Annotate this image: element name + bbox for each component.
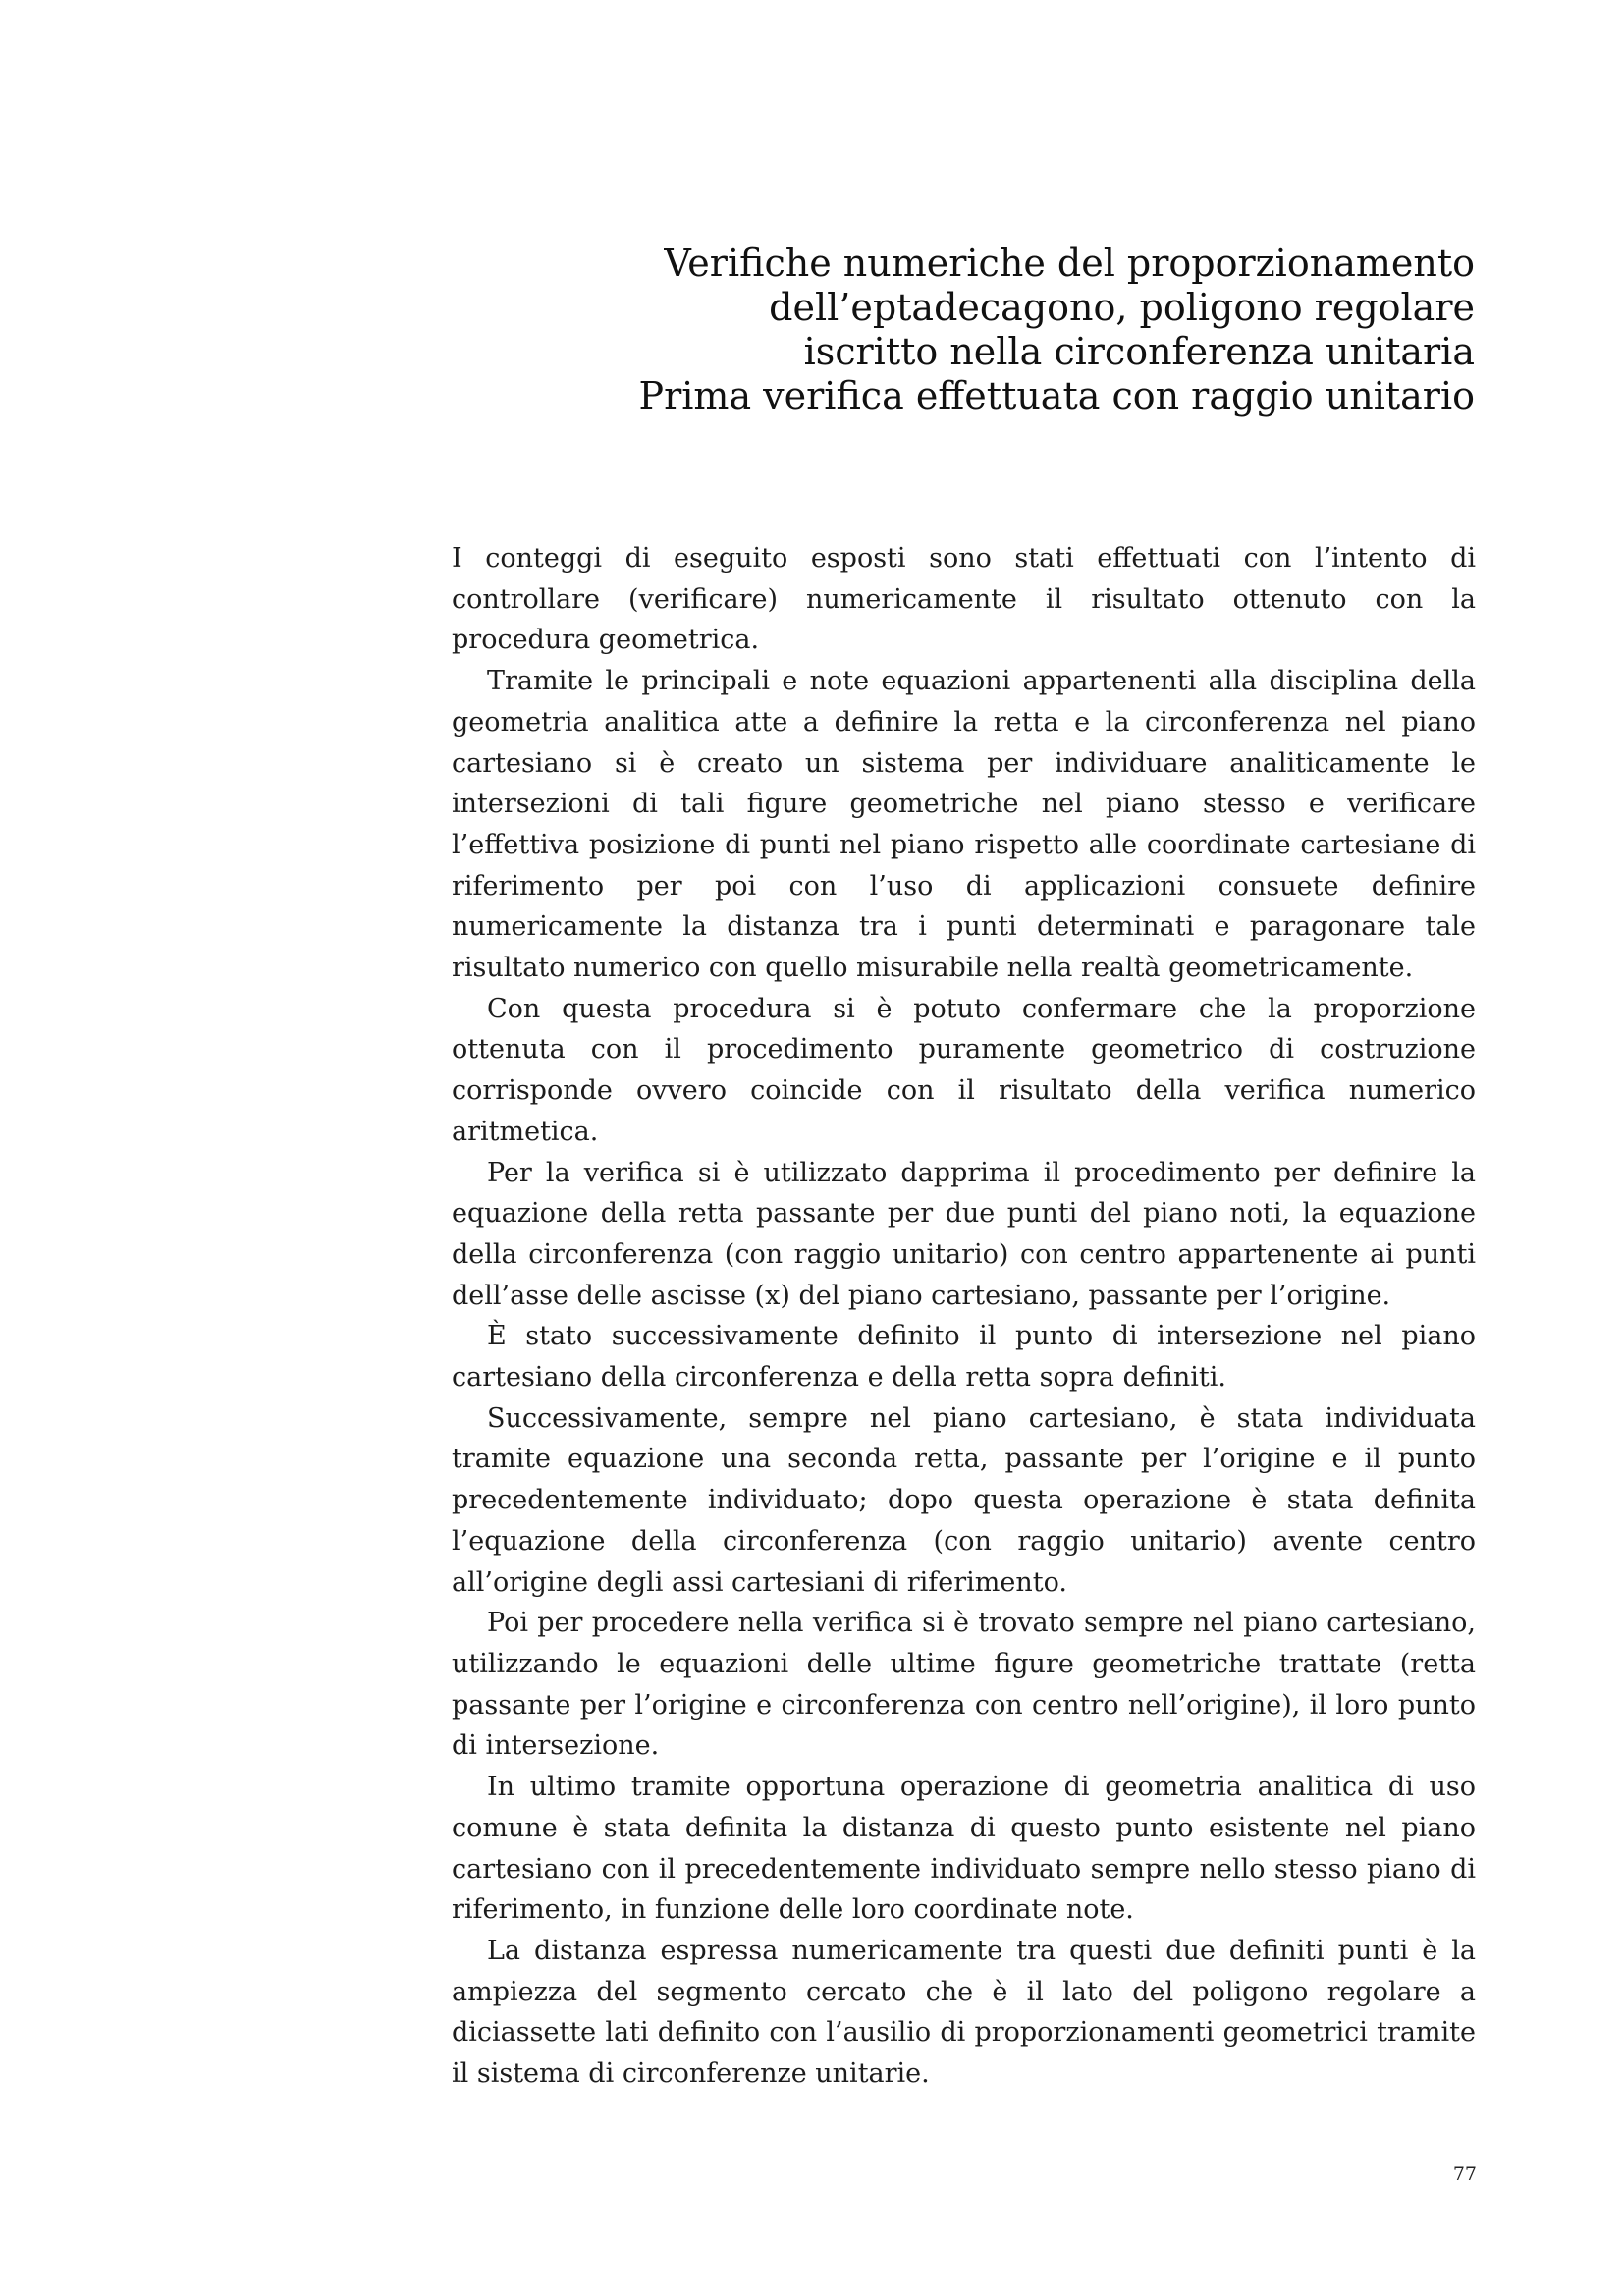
paragraph: In ultimo tramite opportuna operazione di geometria analitica di uso comune è stata definita la distanza di questo punto esistente nel piano cartesiano con il precedentemente individuato sempre nello stesso piano di riferimento, in funzione delle loro coordinate note.	[452, 1772, 1476, 1926]
title-line: Prima verifica effettuata con raggio unitario	[638, 374, 1475, 417]
paragraph: È stato successivamente definito il punto di intersezione nel piano cartesiano della circonferenza e della retta sopra definiti.	[452, 1321, 1476, 1394]
title-line: iscritto nella circonferenza unitaria	[803, 330, 1475, 373]
page-number: 77	[1452, 2163, 1477, 2185]
paragraph: Per la verifica si è utilizzato dapprima il procedimento per definire la equazione della retta passante per due punti del piano noti, la equazione della circonferenza (con raggio unitario) con centro appartenente ai punti dell’asse delle ascisse (x) del piano cartesiano, passante per l’origine.	[452, 1157, 1476, 1311]
chapter-title	[395, 242, 1475, 418]
paragraph: Tramite le principali e note equazioni appartenenti alla disciplina della geometria analitica atte a definire la retta e la circonferenza nel piano cartesiano si è creato un sistema per individuare analiticamente le intersezioni di tali figure geometriche nel piano stesso e verificare l’effettiva posizione di punti nel piano rispetto alle coordinate cartesiane di riferimento per poi con l’uso di applicazioni consuete definire numericamente la distanza tra i punti determinati e paragonare tale risultato numerico con quello misurabile nella realtà geometricamente.	[452, 666, 1476, 984]
paragraph: Successivamente, sempre nel piano cartesiano, è stata individuata tramite equazione una seconda retta, passante per l’origine e il punto precedentemente individuato; dopo questa operazione è stata definita l’equazione della circonferenza (con raggio unitario) avente centro all’origine degli assi cartesiani di riferimento.	[452, 1402, 1476, 1598]
paragraph: Con questa procedura si è potuto confermare che la proporzione ottenuta con il procedimento puramente geometrico di costruzione corrisponde ovvero coincide con il risultato della verifica numerico aritmetica.	[452, 993, 1476, 1147]
body-text	[452, 538, 1476, 2095]
paragraph: La distanza espressa numericamente tra questi due definiti punti è la ampiezza del segmento cercato che è il lato del poligono regolare a diciassette lati definito con l’ausilio di proporzionamenti geometrici tramite il sistema di circonferenze unitarie.	[452, 1935, 1476, 2090]
paragraph: I conteggi di eseguito esposti sono stati effettuati con l’intento di controllare (verificare) numericamente il risultato ottenuto con la procedura geometrica.	[452, 543, 1476, 656]
title-line: dell’eptadecagono, poligono regolare	[769, 286, 1475, 329]
paragraph: Poi per procedere nella verifica si è trovato sempre nel piano cartesiano, utilizzando le equazioni delle ultime figure geometriche trattate (retta passante per l’origine e circonferenza con centro nell’origine), il loro punto di intersezione.	[452, 1608, 1476, 1762]
title-line: Verifiche numeriche del proporzionamento	[664, 242, 1475, 285]
